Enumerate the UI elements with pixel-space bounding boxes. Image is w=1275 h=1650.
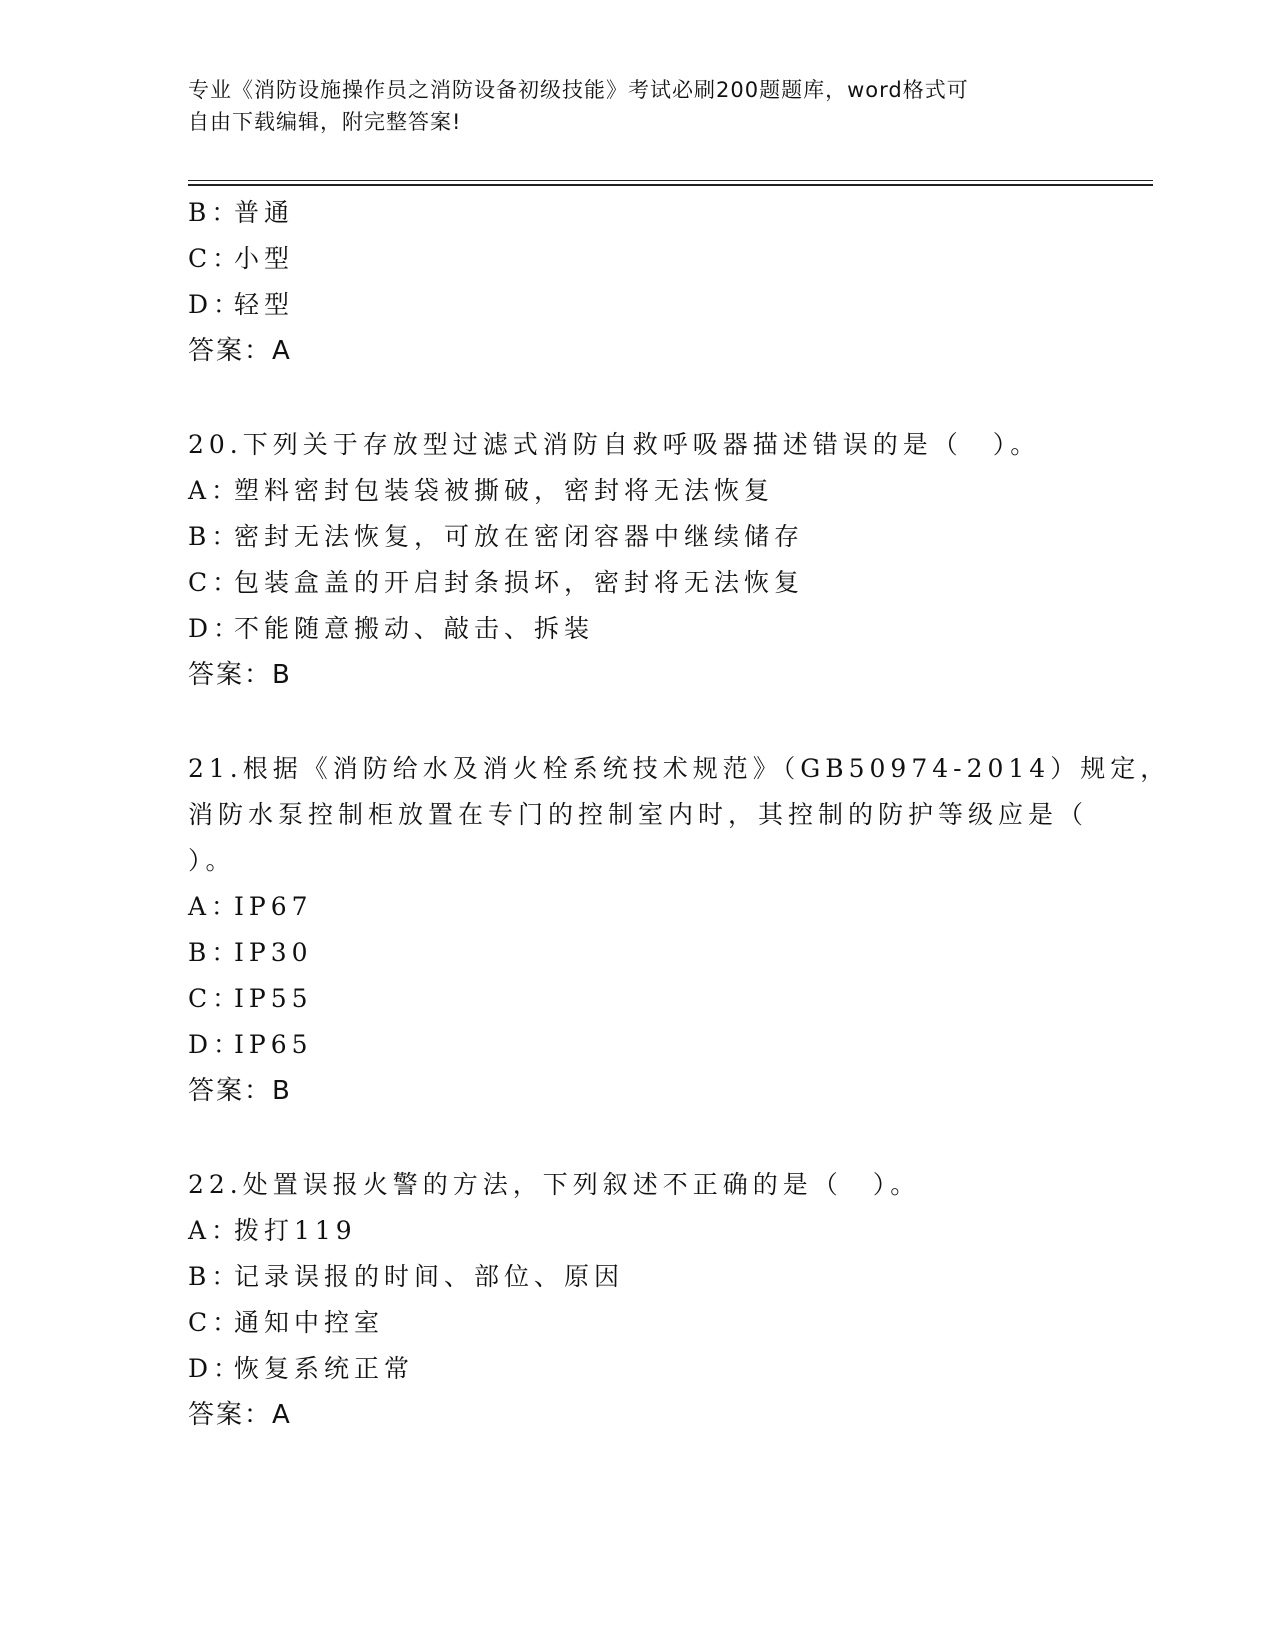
question-list [188, 190, 1171, 1438]
option-text: IP67 [234, 892, 313, 921]
option-text: 塑料密封包装袋被撕破，密封将无法恢复 [234, 476, 775, 505]
option-text: IP65 [234, 1030, 313, 1059]
option-c [188, 976, 1068, 1022]
option-d [188, 1346, 1068, 1392]
option-d [188, 606, 1068, 652]
question-19-continued [188, 190, 1068, 374]
option-label: B： [188, 522, 242, 551]
question-text-line-3: ）。 [188, 846, 236, 875]
question-text: 22.处置误报火警的方法，下列叙述不正确的是（ ）。 [188, 1170, 921, 1199]
header-divider-thick [188, 184, 1153, 186]
option-label: A： [188, 1216, 242, 1245]
option-text: 轻型 [234, 290, 295, 319]
option-b [188, 930, 1068, 976]
option-d [188, 282, 1068, 328]
option-text: 通知中控室 [234, 1308, 385, 1337]
option-c [188, 1300, 1068, 1346]
option-c [188, 560, 1068, 606]
option-b [188, 190, 1068, 236]
option-c [188, 236, 1068, 282]
question-22 [188, 1162, 1068, 1438]
question-text: 20.下列关于存放型过滤式消防自救呼吸器描述错误的是（ ）。 [188, 430, 1041, 459]
question-text-line-2: 消防水泵控制柜放置在专门的控制室内时，其控制的防护等级应是（ [188, 800, 1089, 829]
header-title-line-2: 自由下载编辑，附完整答案! [188, 110, 462, 134]
question-21 [188, 746, 1171, 1114]
option-text: 包装盒盖的开启封条损坏，密封将无法恢复 [234, 568, 805, 597]
header-title-line-1: 专业《消防设施操作员之消防设备初级技能》考试必刷200题题库，word格式可 [188, 78, 969, 102]
spacer [188, 698, 1068, 746]
spacer [188, 374, 1068, 422]
option-text: 记录误报的时间、部位、原因 [234, 1262, 625, 1291]
option-label: D： [188, 290, 244, 319]
answer-line: 答案：A [188, 1400, 292, 1430]
option-a [188, 468, 1068, 514]
question-20 [188, 422, 1068, 698]
option-label: B： [188, 1262, 242, 1291]
option-label: D： [188, 614, 244, 643]
option-label: A： [188, 476, 242, 505]
option-text: 普通 [234, 198, 295, 227]
option-label: C： [188, 1308, 243, 1337]
header-divider-thin [188, 180, 1153, 181]
option-b [188, 514, 1068, 560]
option-label: D： [188, 1030, 244, 1059]
option-label: A： [188, 892, 242, 921]
answer-line: 答案：B [188, 1076, 292, 1106]
option-label: C： [188, 568, 243, 597]
option-label: D： [188, 1354, 244, 1383]
option-a [188, 884, 1068, 930]
option-text: 小型 [234, 244, 295, 273]
question-text-line-1: 21.根据《消防给水及消火栓系统技术规范》（GB50974-2014）规定， [188, 754, 1171, 783]
option-b [188, 1254, 1068, 1300]
option-label: C： [188, 244, 243, 273]
answer-line: 答案：B [188, 660, 292, 690]
option-label: C： [188, 984, 243, 1013]
option-text: 密封无法恢复，可放在密闭容器中继续储存 [234, 522, 805, 551]
answer-line: 答案：A [188, 336, 292, 366]
option-text: IP55 [234, 984, 313, 1013]
option-a [188, 1208, 1068, 1254]
option-label: B： [188, 938, 242, 967]
option-text: 恢复系统正常 [234, 1354, 415, 1383]
document-header [188, 74, 1068, 138]
option-label: B： [188, 198, 242, 227]
spacer [188, 1114, 1068, 1162]
option-d [188, 1022, 1068, 1068]
option-text: IP30 [234, 938, 313, 967]
option-text: 不能随意搬动、敲击、拆装 [234, 614, 595, 643]
option-text: 拨打119 [234, 1216, 357, 1245]
